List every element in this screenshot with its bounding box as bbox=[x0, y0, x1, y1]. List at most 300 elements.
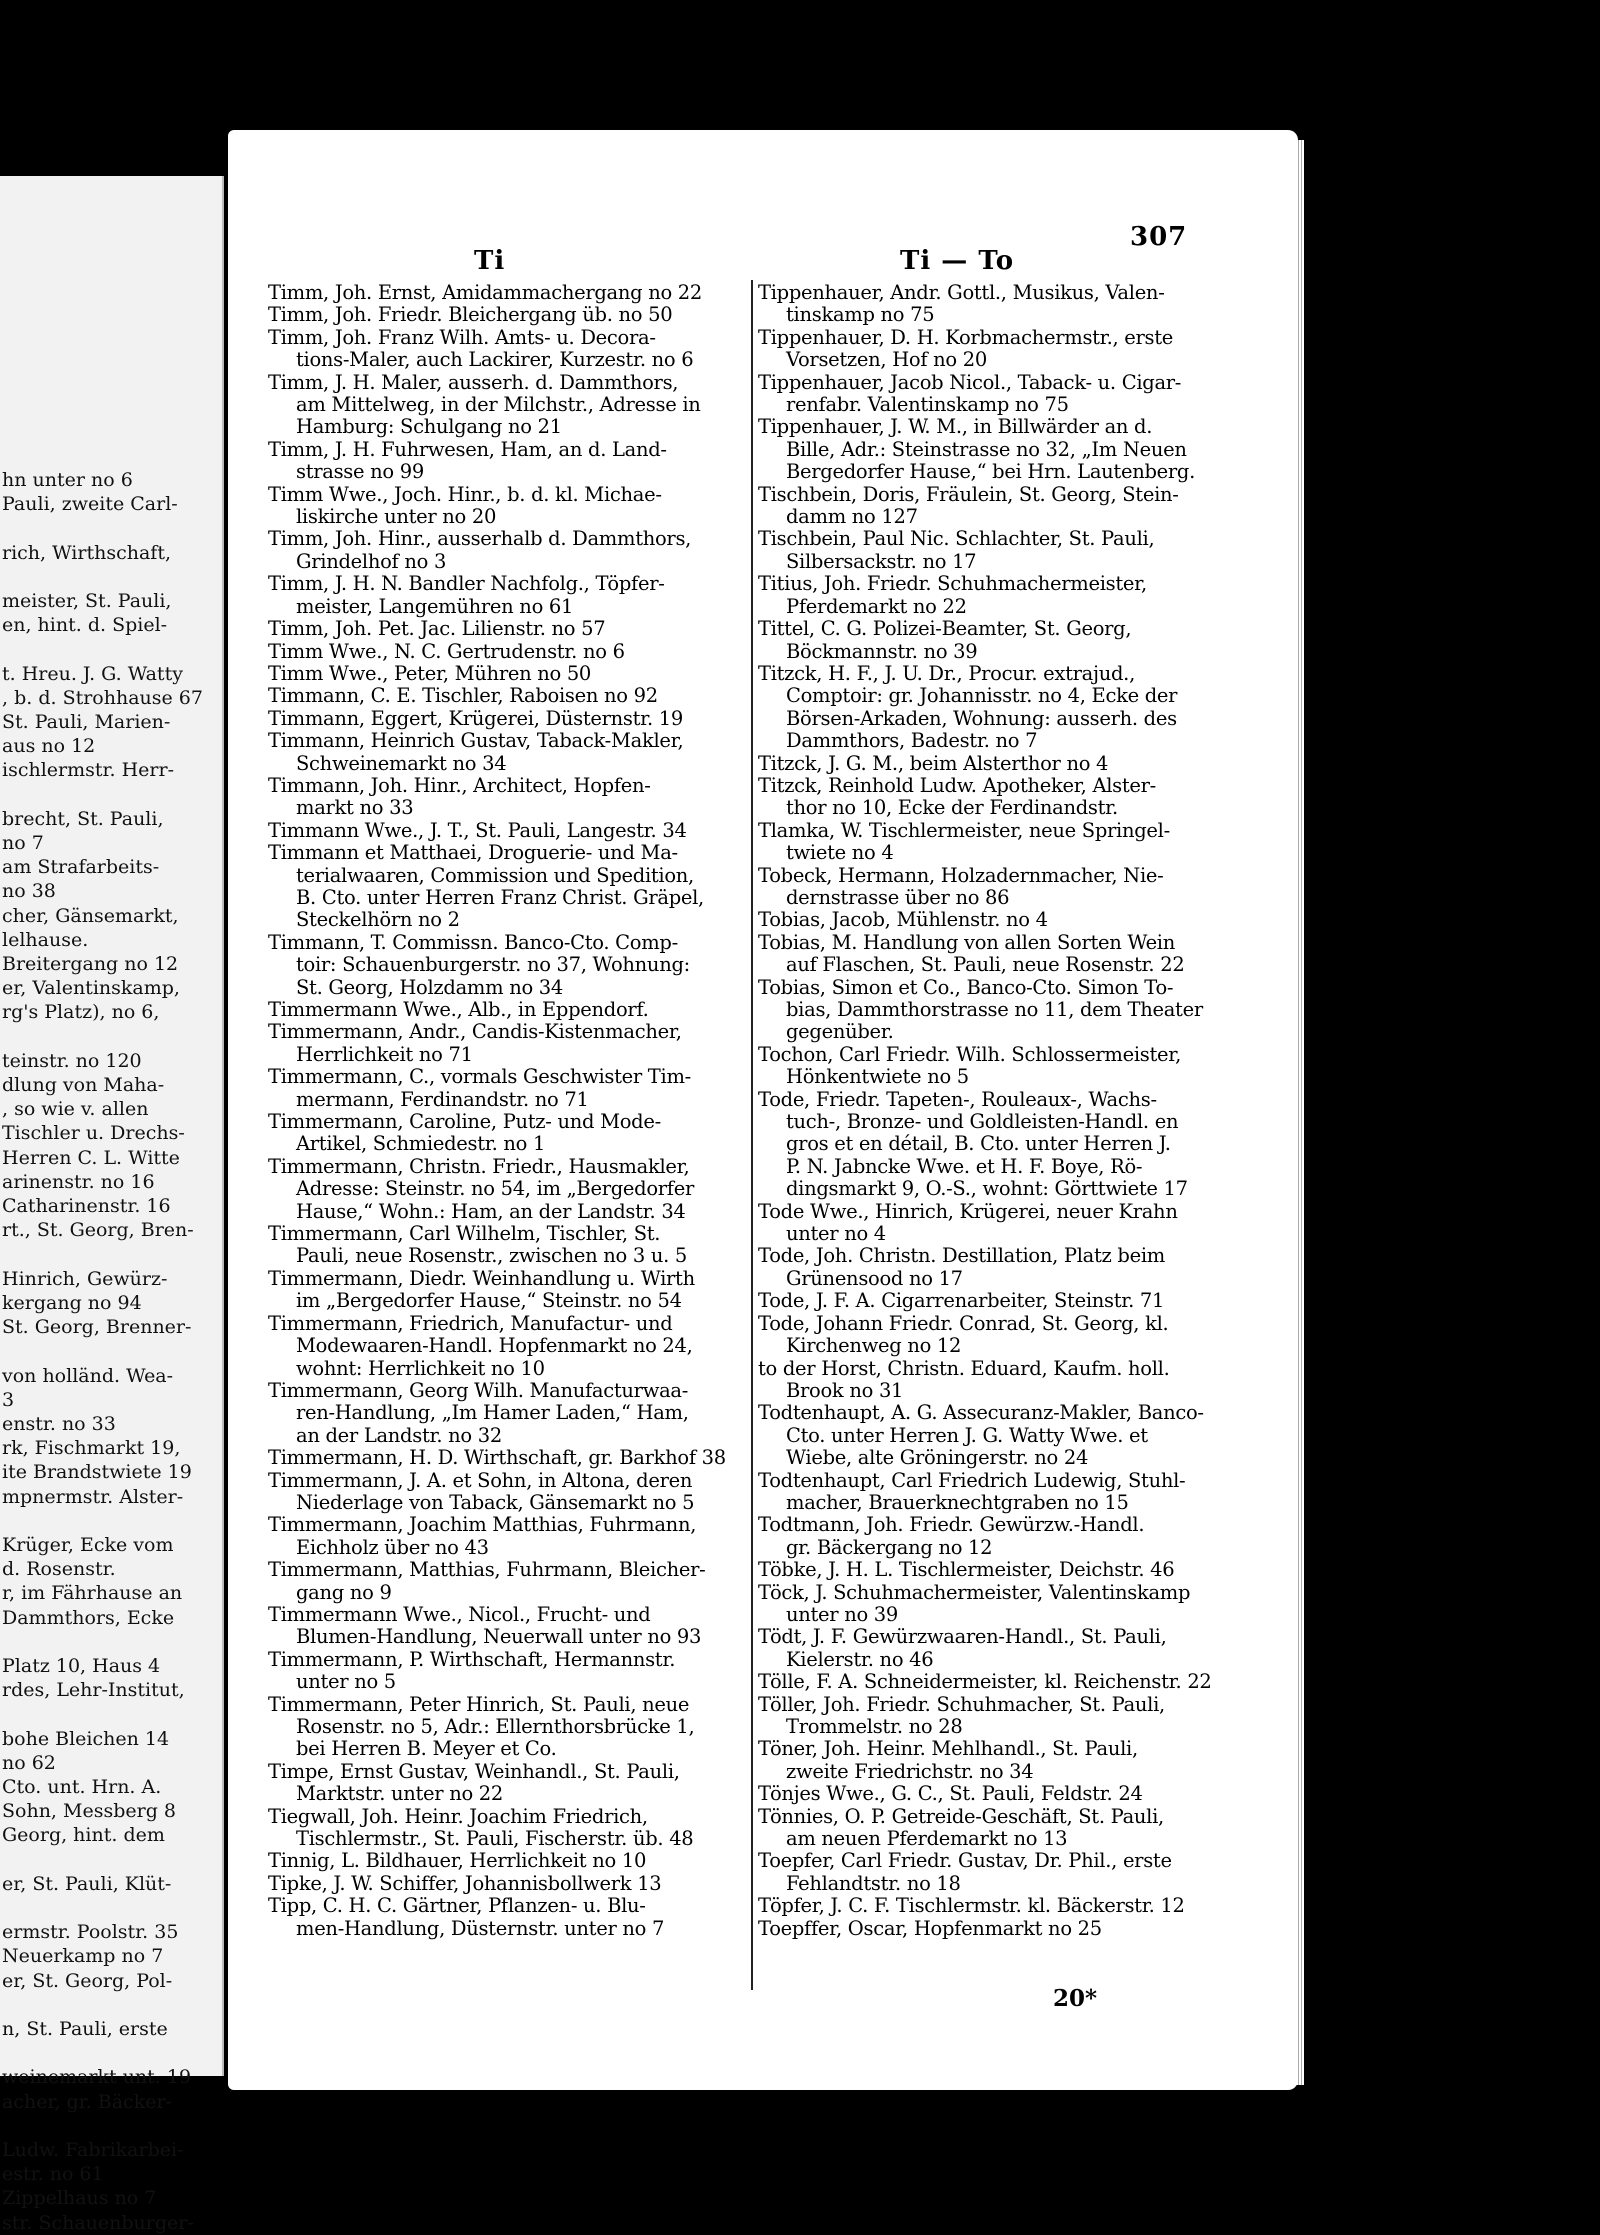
entry-continuation: gr. Bäckergang no 12 bbox=[786, 1535, 993, 1559]
directory-entry bbox=[268, 372, 748, 439]
left-page-line bbox=[0, 1848, 222, 1872]
entry-continuation: am Mittelweg, in der Milchstr., Adresse in bbox=[296, 393, 701, 417]
directory-entry bbox=[758, 282, 1178, 327]
entry-continuation: Herrlichkeit no 71 bbox=[296, 1042, 473, 1066]
entry-line: Toepffer, Oscar, Hopfenmarkt no 25 bbox=[758, 1916, 1102, 1940]
entry-continuation: gros et en détail, B. Cto. unter Herren J. bbox=[786, 1132, 1171, 1156]
left-page-line: Ludw. Fabrikarbei- bbox=[2, 2139, 184, 2162]
directory-entry bbox=[758, 1738, 1178, 1783]
entry-line: Tischbein, Doris, Fräulein, St. Georg, Stein- bbox=[758, 482, 1179, 506]
directory-entry bbox=[268, 1514, 748, 1559]
directory-entry bbox=[268, 573, 748, 618]
entry-continuation: Bergedorfer Hause,“ bei Hrn. Lautenberg. bbox=[786, 460, 1195, 484]
entry-continuation: wohnt: Herrlichkeit no 10 bbox=[296, 1356, 545, 1380]
directory-entry bbox=[268, 1268, 748, 1313]
entry-line: Timpe, Ernst Gustav, Weinhandl., St. Pauli, bbox=[268, 1759, 680, 1783]
entry-line: Timmermann, Peter Hinrich, St. Pauli, neue bbox=[268, 1692, 690, 1716]
entry-continuation: Eichholz über no 43 bbox=[296, 1535, 489, 1559]
directory-entry bbox=[268, 775, 748, 820]
entry-line: Timmann et Matthaei, Droguerie- und Ma- bbox=[268, 841, 678, 865]
left-page-line: teinstr. no 120 bbox=[2, 1049, 142, 1072]
left-page-line: Platz 10, Haus 4 bbox=[2, 1654, 161, 1677]
left-page-line bbox=[0, 1025, 222, 1049]
entry-continuation: dernstrasse über no 86 bbox=[786, 885, 1010, 909]
entry-line: Timmermann, Diedr. Weinhandlung u. Wirth bbox=[268, 1266, 695, 1290]
entry-continuation: Hönkentwiete no 5 bbox=[786, 1065, 969, 1089]
header-left-letters: Ti bbox=[474, 246, 506, 276]
entry-continuation: Hamburg: Schulgang no 21 bbox=[296, 415, 562, 439]
directory-entry bbox=[758, 975, 1203, 1044]
left-page-line bbox=[0, 1509, 222, 1533]
left-page-line: rt., St. Georg, Bren- bbox=[2, 1219, 194, 1242]
left-page-line: weinemarkt unt. 19 bbox=[2, 2066, 192, 2089]
entry-line: Timm Wwe., Peter, Mühren no 50 bbox=[268, 661, 592, 685]
directory-entry bbox=[268, 842, 748, 932]
directory-entry bbox=[268, 999, 748, 1021]
directory-entry bbox=[758, 1401, 1204, 1470]
directory-entry bbox=[268, 1649, 748, 1694]
left-page-line bbox=[0, 565, 222, 589]
directory-entry bbox=[758, 1626, 1178, 1671]
left-page-line bbox=[0, 1630, 222, 1654]
entry-line: Timmann, T. Commissn. Banco-Cto. Comp- bbox=[268, 930, 678, 954]
entry-continuation: Wiebe, alte Gröningerstr. no 24 bbox=[786, 1446, 1089, 1470]
entry-line: Titzck, H. F., J. U. Dr., Procur. extrajud., bbox=[758, 661, 1135, 685]
entry-line: Tochon, Carl Friedr. Wilh. Schlossermeister, bbox=[758, 1042, 1182, 1066]
entry-continuation: Tischlermstr., St. Pauli, Fischerstr. üb. 48 bbox=[296, 1827, 694, 1851]
entry-continuation: Pauli, neue Rosenstr., zwischen no 3 u. 5 bbox=[296, 1244, 687, 1268]
entry-line: Tönjes Wwe., G. C., St. Pauli, Feldstr. 24 bbox=[758, 1782, 1143, 1806]
entry-continuation: Modewaaren-Handl. Hopfenmarkt no 24, bbox=[296, 1334, 693, 1358]
entry-continuation: Dammthors, Badestr. no 7 bbox=[786, 729, 1038, 753]
left-page-line: Zippelhaus no 7 bbox=[2, 2187, 157, 2210]
entry-continuation: im „Bergedorfer Hause,“ Steinstr. no 54 bbox=[296, 1289, 682, 1313]
directory-entry bbox=[268, 1559, 748, 1604]
entry-continuation: dingsmarkt 9, O.-S., wohnt: Görttwiete 17 bbox=[786, 1177, 1188, 1201]
entry-continuation: P. N. Jabncke Wwe. et H. F. Boye, Rö- bbox=[786, 1154, 1143, 1178]
left-page-line: Catharinenstr. 16 bbox=[2, 1195, 171, 1218]
directory-entry bbox=[758, 865, 1178, 910]
directory-entry bbox=[758, 415, 1195, 484]
entry-continuation: gegenüber. bbox=[786, 1020, 894, 1044]
directory-entry bbox=[758, 1358, 1178, 1403]
directory-entry bbox=[758, 1783, 1178, 1805]
left-page-line bbox=[0, 783, 222, 807]
left-page-line bbox=[0, 2114, 222, 2138]
entry-line: Timmermann, Carl Wilhelm, Tischler, St. bbox=[268, 1222, 661, 1246]
entry-continuation: mermann, Ferdinandstr. no 71 bbox=[296, 1087, 589, 1111]
entry-line: Tobias, M. Handlung von allen Sorten Wein bbox=[758, 930, 1176, 954]
entry-line: Timm, Joh. Franz Wilh. Amts- u. Decora- bbox=[268, 325, 656, 349]
entry-continuation: auf Flaschen, St. Pauli, neue Rosenstr. 22 bbox=[786, 953, 1185, 977]
entry-continuation: markt no 33 bbox=[296, 796, 414, 820]
entry-line: Timmermann, Friedrich, Manufactur- und bbox=[268, 1311, 673, 1335]
directory-entry bbox=[758, 1042, 1182, 1089]
directory-entry bbox=[268, 820, 748, 842]
entries-column-right bbox=[758, 281, 1212, 1940]
directory-entry bbox=[758, 1313, 1178, 1358]
entry-line: Tode, J. F. A. Cigarrenarbeiter, Steinstr. 71 bbox=[758, 1289, 1165, 1313]
entry-continuation: St. Georg, Holzdamm no 34 bbox=[296, 975, 564, 999]
entry-line: Timmann, Heinrich Gustav, Taback-Makler, bbox=[268, 729, 684, 753]
directory-entry bbox=[758, 1514, 1178, 1559]
left-page-fragments bbox=[0, 468, 222, 2235]
entry-line: Tiegwall, Joh. Heinr. Joachim Friedrich, bbox=[268, 1804, 648, 1828]
left-page-line: St. Georg, Brenner- bbox=[2, 1316, 192, 1339]
directory-entry bbox=[268, 1470, 748, 1515]
left-page-line: enstr. no 33 bbox=[2, 1412, 116, 1435]
entry-line: Timmermann, H. D. Wirthschaft, gr. Barkhof 38 bbox=[268, 1446, 726, 1470]
entry-line: Timmermann, C., vormals Geschwister Tim- bbox=[268, 1065, 691, 1089]
entry-continuation: Blumen-Handlung, Neuerwall unter no 93 bbox=[296, 1625, 702, 1649]
entry-continuation: liskirche unter no 20 bbox=[296, 505, 497, 529]
facing-left-page bbox=[0, 176, 224, 2234]
entry-continuation: B. Cto. unter Herren Franz Christ. Gräpel, bbox=[296, 885, 704, 909]
directory-entry bbox=[268, 932, 748, 999]
entry-line: Tode, Friedr. Tapeten-, Rouleaux-, Wachs- bbox=[758, 1087, 1157, 1111]
directory-entry bbox=[758, 775, 1178, 820]
directory-entry bbox=[758, 1290, 1178, 1312]
directory-entry bbox=[268, 641, 748, 663]
entry-line: Todtenhaupt, Carl Friedrich Ludewig, Stuhl- bbox=[758, 1468, 1186, 1492]
entry-line: Tobeck, Hermann, Holzadernmacher, Nie- bbox=[758, 863, 1164, 887]
left-page-line: en, hint. d. Spiel- bbox=[2, 614, 168, 637]
left-page-line: bohe Bleichen 14 bbox=[2, 1727, 170, 1750]
entry-continuation: Brook no 31 bbox=[786, 1378, 904, 1402]
directory-entry bbox=[268, 685, 748, 707]
left-page-line: rdes, Lehr-Institut, bbox=[2, 1679, 185, 1702]
entry-line: Timm, J. H. Fuhrwesen, Ham, an d. Land- bbox=[268, 437, 667, 461]
left-page-line: Dammthors, Ecke bbox=[2, 1606, 175, 1629]
entry-line: Timm Wwe., N. C. Gertrudenstr. no 6 bbox=[268, 639, 625, 663]
left-page-line: Breitergang no 12 bbox=[2, 953, 179, 976]
directory-entry bbox=[758, 1694, 1178, 1739]
entry-line: Timm, J. H. Maler, ausserh. d. Dammthors, bbox=[268, 370, 679, 394]
entry-line: Timmann, C. E. Tischler, Raboisen no 92 bbox=[268, 684, 658, 708]
entry-line: Timmermann Wwe., Alb., in Eppendorf. bbox=[268, 998, 649, 1021]
entry-continuation: terialwaaren, Commission und Spedition, bbox=[296, 863, 694, 887]
entry-continuation: tions-Maler, auch Lackirer, Kurzestr. no 6 bbox=[296, 348, 694, 372]
left-page-line bbox=[0, 1896, 222, 1920]
left-page-line: er, St. Pauli, Klüt- bbox=[2, 1872, 172, 1895]
directory-entry bbox=[268, 1380, 748, 1447]
entry-line: Timm Wwe., Joch. Hinr., b. d. kl. Michae- bbox=[268, 482, 662, 506]
directory-entry bbox=[758, 930, 1185, 977]
left-page-line: Cto. unt. Hrn. A. bbox=[2, 1775, 162, 1798]
left-page-line: St. Pauli, Marien- bbox=[2, 711, 171, 734]
entry-line: Timm, Joh. Ernst, Amidammachergang no 22 bbox=[268, 281, 703, 304]
left-page-line: brecht, St. Pauli, bbox=[2, 807, 164, 830]
entry-line: Töbke, J. H. L. Tischlermeister, Deichstr. 46 bbox=[758, 1558, 1175, 1582]
left-page-line: von holländ. Wea- bbox=[2, 1364, 174, 1387]
directory-entry bbox=[268, 1447, 748, 1469]
entry-continuation: twiete no 4 bbox=[786, 841, 894, 865]
left-page-line: 3 bbox=[2, 1388, 15, 1411]
directory-entry bbox=[268, 327, 748, 372]
directory-entry bbox=[268, 1066, 748, 1111]
entry-line: Tischbein, Paul Nic. Schlachter, St. Pauli, bbox=[758, 527, 1155, 551]
entry-continuation: unter no 4 bbox=[786, 1222, 886, 1246]
entry-line: Tode, Joh. Christn. Destillation, Platz beim bbox=[758, 1244, 1165, 1268]
entry-line: Töpfer, J. C. F. Tischlermstr. kl. Bäckerstr. 12 bbox=[758, 1894, 1185, 1918]
entry-continuation: toir: Schauenburgerstr. no 37, Wohnung: bbox=[296, 953, 690, 977]
entry-continuation: Fehlandtstr. no 18 bbox=[786, 1871, 961, 1895]
entry-continuation: Grünensood no 17 bbox=[786, 1266, 963, 1290]
left-page-line: hn unter no 6 bbox=[2, 469, 133, 491]
directory-entry bbox=[268, 1694, 748, 1761]
entry-continuation: Trommelstr. no 28 bbox=[786, 1715, 963, 1738]
left-page-line: dlung von Maha- bbox=[2, 1074, 165, 1097]
entry-continuation: Grindelhof no 3 bbox=[296, 549, 447, 573]
entry-line: Tobias, Simon et Co., Banco-Cto. Simon To- bbox=[758, 975, 1174, 999]
directory-entry bbox=[758, 1894, 1185, 1918]
entry-continuation: unter no 5 bbox=[296, 1670, 396, 1694]
entry-line: Tönnies, O. P. Getreide-Geschäft, St. Pauli, bbox=[758, 1804, 1164, 1828]
directory-entry bbox=[758, 1559, 1178, 1581]
directory-entry bbox=[758, 909, 1178, 931]
entry-line: Timm, Joh. Hinr., ausserhalb d. Dammthors, bbox=[268, 527, 692, 551]
entries-column-left bbox=[268, 282, 748, 1940]
entry-line: Tobias, Jacob, Mühlenstr. no 4 bbox=[758, 908, 1048, 932]
signature-mark: 20* bbox=[1053, 1985, 1098, 2012]
left-page-line: rg's Platz), no 6, bbox=[2, 1001, 160, 1024]
entry-continuation: Kielerstr. no 46 bbox=[786, 1647, 934, 1671]
left-page-line: Neuerkamp no 7 bbox=[2, 1945, 164, 1968]
left-page-line: no 62 bbox=[2, 1751, 56, 1774]
entry-continuation: gang no 9 bbox=[296, 1580, 392, 1604]
entry-line: Toepfer, Carl Friedr. Gustav, Dr. Phil., erste bbox=[758, 1849, 1172, 1873]
directory-entry bbox=[758, 1468, 1186, 1515]
left-page-line: cher, Gänsemarkt, bbox=[2, 904, 179, 927]
entry-continuation: Börsen-Arkaden, Wohnung: ausserh. des bbox=[786, 706, 1177, 730]
entry-line: Timmermann, Georg Wilh. Manufacturwaa- bbox=[268, 1378, 689, 1402]
left-page-line: kergang no 94 bbox=[2, 1291, 142, 1314]
directory-entry bbox=[268, 618, 748, 640]
entry-line: Timmermann, Caroline, Putz- und Mode- bbox=[268, 1110, 661, 1134]
left-page-line: rk, Fischmarkt 19, bbox=[2, 1437, 181, 1460]
left-page-line: no 7 bbox=[2, 832, 44, 855]
directory-entry bbox=[758, 753, 1178, 775]
entry-line: Tipp, C. H. C. Gärtner, Pflanzen- u. Blu- bbox=[268, 1894, 646, 1918]
left-page-line: mpnermstr. Alster- bbox=[2, 1485, 184, 1508]
entry-line: Timmann Wwe., J. T., St. Pauli, Langestr. 34 bbox=[268, 818, 687, 842]
directory-entry bbox=[758, 1580, 1191, 1627]
directory-entry bbox=[758, 573, 1178, 618]
left-page-line: Georg, hint. dem bbox=[2, 1824, 165, 1847]
entry-line: Tippenhauer, D. H. Korbmachermstr., erste bbox=[758, 325, 1174, 349]
entry-continuation: Böckmannstr. no 39 bbox=[786, 639, 978, 663]
directory-entry bbox=[268, 1111, 748, 1156]
directory-entry bbox=[268, 1806, 748, 1851]
entry-continuation: Adresse: Steinstr. no 54, im „Bergedorfer bbox=[296, 1177, 694, 1201]
left-page-line: arinenstr. no 16 bbox=[2, 1170, 155, 1193]
left-page-line bbox=[0, 1243, 222, 1267]
directory-entry bbox=[758, 1918, 1178, 1940]
directory-entry bbox=[758, 528, 1178, 573]
left-page-line: Herren C. L. Witte bbox=[2, 1146, 180, 1169]
entry-continuation: tuch-, Bronze- und Goldleisten-Handl. en bbox=[786, 1110, 1179, 1134]
entry-continuation: thor no 10, Ecke der Ferdinandstr. bbox=[786, 796, 1118, 820]
left-page-line: acher, gr. Bäcker- bbox=[2, 2090, 172, 2113]
left-page-line: Tischler u. Drechs- bbox=[2, 1122, 185, 1145]
entry-line: Todtmann, Joh. Friedr. Gewürzw.-Handl. bbox=[758, 1513, 1145, 1537]
entry-continuation: Bille, Adr.: Steinstrasse no 32, „Im Neuen bbox=[786, 437, 1187, 461]
entry-line: Titzck, Reinhold Ludw. Apotheker, Alster- bbox=[758, 773, 1156, 797]
directory-entry bbox=[268, 663, 748, 685]
entry-continuation: damm no 127 bbox=[786, 505, 918, 529]
entry-line: Timmermann Wwe., Nicol., Frucht- und bbox=[268, 1602, 651, 1626]
left-page-line: , so wie v. allen bbox=[2, 1098, 149, 1121]
directory-entry bbox=[758, 484, 1178, 529]
entry-continuation: macher, Brauerknechtgraben no 15 bbox=[786, 1490, 1129, 1514]
left-page-line: str. Schauenburger- bbox=[2, 2211, 194, 2234]
entry-line: Todtenhaupt, A. G. Assecuranz-Makler, Banco- bbox=[758, 1401, 1204, 1425]
entry-continuation: strasse no 99 bbox=[296, 460, 424, 484]
entry-line: Töller, Joh. Friedr. Schuhmacher, St. Pauli, bbox=[758, 1692, 1165, 1716]
directory-entry bbox=[268, 1873, 748, 1895]
directory-entry bbox=[268, 528, 748, 573]
left-page-line: ischlermstr. Herr- bbox=[2, 759, 174, 782]
left-page-line: Pauli, zweite Carl- bbox=[2, 493, 178, 516]
directory-entry bbox=[758, 663, 1178, 753]
directory-entry bbox=[758, 1201, 1178, 1246]
left-page-line bbox=[0, 1993, 222, 2017]
entry-line: Töner, Joh. Heinr. Mehlhandl., St. Pauli, bbox=[758, 1737, 1138, 1761]
entry-continuation: Comptoir: gr. Johannisstr. no 4, Ecke der bbox=[786, 684, 1178, 708]
entry-line: Töck, J. Schuhmachermeister, Valentinskamp bbox=[758, 1580, 1191, 1604]
page-number: 307 bbox=[1130, 222, 1188, 252]
directory-entry bbox=[758, 618, 1178, 663]
left-page-line bbox=[0, 2041, 222, 2065]
entry-line: Timmermann, Andr., Candis-Kistenmacher, bbox=[268, 1020, 682, 1044]
entry-line: Tlamka, W. Tischlermeister, neue Springel- bbox=[758, 818, 1170, 842]
directory-entry bbox=[758, 370, 1182, 417]
directory-entry bbox=[758, 1670, 1212, 1694]
entry-continuation: Hause,“ Wohn.: Ham, an der Landstr. 34 bbox=[296, 1199, 686, 1223]
left-page-line: ermstr. Poolstr. 35 bbox=[2, 1921, 179, 1944]
left-page-line: Hinrich, Gewürz- bbox=[2, 1267, 168, 1290]
directory-entry bbox=[268, 484, 748, 529]
left-page-line: am Strafarbeits- bbox=[2, 856, 160, 879]
entry-continuation: men-Handlung, Düsternstr. unter no 7 bbox=[296, 1916, 665, 1940]
left-page-line: n, St. Pauli, erste bbox=[2, 2018, 168, 2040]
entry-continuation: tinskamp no 75 bbox=[786, 303, 935, 327]
left-page-line bbox=[0, 637, 222, 661]
directory-entry bbox=[268, 1604, 748, 1649]
entry-line: Tipke, J. W. Schiffer, Johannisbollwerk 13 bbox=[268, 1871, 662, 1895]
column-divider bbox=[751, 280, 753, 1990]
left-page-line: er, Valentinskamp, bbox=[2, 977, 180, 1000]
directory-entry bbox=[268, 1761, 748, 1806]
entry-continuation: Steckelhörn no 2 bbox=[296, 908, 460, 932]
directory-entry bbox=[268, 439, 748, 484]
left-page-line: meister, St. Pauli, bbox=[2, 590, 172, 613]
entry-continuation: Cto. unter Herren J. G. Watty Wwe. et bbox=[786, 1423, 1148, 1447]
entry-line: Timmann, Eggert, Krügerei, Düsternstr. 19 bbox=[268, 706, 684, 730]
entry-line: Tode Wwe., Hinrich, Krügerei, neuer Krahn bbox=[758, 1199, 1178, 1223]
entry-continuation: Vorsetzen, Hof no 20 bbox=[786, 348, 987, 372]
left-page-line bbox=[0, 1702, 222, 1726]
left-page-line: aus no 12 bbox=[2, 735, 96, 758]
entry-line: Timmann, Joh. Hinr., Architect, Hopfen- bbox=[268, 773, 651, 797]
entry-continuation: ren-Handlung, „Im Hamer Laden,“ Ham, bbox=[296, 1401, 689, 1425]
directory-entry bbox=[758, 1245, 1178, 1290]
left-page-line: lelhause. bbox=[2, 928, 89, 951]
entry-line: Tödt, J. F. Gewürzwaaren-Handl., St. Pauli, bbox=[758, 1625, 1167, 1649]
directory-entry bbox=[268, 1223, 748, 1268]
left-page-line: Krüger, Ecke vom bbox=[2, 1533, 174, 1556]
entry-line: Timmermann, Matthias, Fuhrmann, Bleicher- bbox=[268, 1558, 706, 1582]
entry-line: Titzck, J. G. M., beim Alsterthor no 4 bbox=[758, 751, 1109, 775]
left-page-line: er, St. Georg, Pol- bbox=[2, 1969, 173, 1992]
directory-entry bbox=[758, 1806, 1178, 1851]
entry-line: Tölle, F. A. Schneidermeister, kl. Reichenstr. 22 bbox=[758, 1670, 1212, 1694]
entry-continuation: Rosenstr. no 5, Adr.: Ellernthorsbrücke 1, bbox=[296, 1715, 695, 1738]
entry-continuation: Artikel, Schmiedestr. no 1 bbox=[296, 1132, 546, 1156]
entry-line: Tippenhauer, J. W. M., in Billwärder an d. bbox=[758, 415, 1153, 439]
left-page-line bbox=[0, 1339, 222, 1363]
entry-line: Timm, Joh. Pet. Jac. Lilienstr. no 57 bbox=[268, 617, 606, 641]
header-right-letters: Ti — To bbox=[900, 246, 1015, 276]
entry-line: Tittel, C. G. Polizei-Beamter, St. Georg, bbox=[758, 617, 1132, 641]
left-page-line: Sohn, Messberg 8 bbox=[2, 1800, 176, 1823]
entry-line: Timmermann, P. Wirthschaft, Hermannstr. bbox=[268, 1647, 676, 1671]
entry-continuation: zweite Friedrichstr. no 34 bbox=[786, 1759, 1034, 1783]
entry-continuation: bei Herren B. Meyer et Co. bbox=[296, 1737, 557, 1761]
entry-continuation: Silbersackstr. no 17 bbox=[786, 549, 977, 573]
entry-continuation: unter no 39 bbox=[786, 1602, 899, 1626]
directory-entry bbox=[268, 730, 748, 775]
entry-line: Timmermann, Christn. Friedr., Hausmakler, bbox=[268, 1154, 690, 1178]
left-page-line: no 38 bbox=[2, 880, 56, 903]
left-page-line: t. Hreu. J. G. Watty bbox=[2, 662, 183, 685]
entry-continuation: meister, Langemühren no 61 bbox=[296, 594, 574, 618]
left-page-line: estr. no 61 bbox=[2, 2163, 104, 2186]
left-page-line: r, im Fährhause an bbox=[2, 1582, 183, 1605]
entry-continuation: renfabr. Valentinskamp no 75 bbox=[786, 393, 1069, 417]
entry-continuation: bias, Dammthorstrasse no 11, dem Theater bbox=[786, 998, 1203, 1021]
directory-entry bbox=[268, 708, 748, 730]
entry-line: Tode, Johann Friedr. Conrad, St. Georg, kl. bbox=[758, 1311, 1169, 1335]
entry-continuation: Kirchenweg no 12 bbox=[786, 1334, 962, 1358]
directory-entry bbox=[758, 820, 1178, 865]
entry-line: Timmermann, J. A. et Sohn, in Altona, deren bbox=[268, 1468, 693, 1492]
entry-line: Timm, Joh. Friedr. Bleichergang üb. no 50 bbox=[268, 303, 673, 327]
entry-continuation: Pferdemarkt no 22 bbox=[786, 594, 967, 618]
directory-entry bbox=[268, 1021, 748, 1066]
entry-line: Tippenhauer, Jacob Nicol., Taback- u. Cigar- bbox=[758, 370, 1182, 394]
left-page-line: rich, Wirthschaft, bbox=[2, 541, 172, 564]
directory-entry bbox=[268, 1895, 748, 1940]
directory-entry bbox=[268, 1156, 748, 1223]
entry-continuation: Niederlage von Taback, Gänsemarkt no 5 bbox=[296, 1490, 695, 1514]
entry-continuation: an der Landstr. no 32 bbox=[296, 1423, 502, 1447]
directory-entry bbox=[268, 304, 748, 326]
left-page-line bbox=[0, 516, 222, 540]
entry-line: Tippenhauer, Andr. Gottl., Musikus, Valen- bbox=[758, 281, 1165, 304]
directory-entry bbox=[268, 282, 748, 304]
directory-entry bbox=[758, 1087, 1188, 1201]
directory-entry bbox=[758, 327, 1178, 372]
entry-continuation: Marktstr. unter no 22 bbox=[296, 1782, 504, 1806]
left-page-line: , b. d. Strohhause 67 bbox=[2, 686, 203, 709]
entry-line: Titius, Joh. Friedr. Schuhmachermeister, bbox=[758, 572, 1147, 596]
entry-line: Timm, J. H. N. Bandler Nachfolg., Töpfer- bbox=[268, 572, 665, 596]
entry-line: to der Horst, Christn. Eduard, Kaufm. holl. bbox=[758, 1356, 1170, 1380]
entry-line: Timmermann, Joachim Matthias, Fuhrmann, bbox=[268, 1513, 697, 1537]
directory-entry bbox=[758, 1850, 1178, 1895]
entry-continuation: am neuen Pferdemarkt no 13 bbox=[786, 1827, 1068, 1851]
